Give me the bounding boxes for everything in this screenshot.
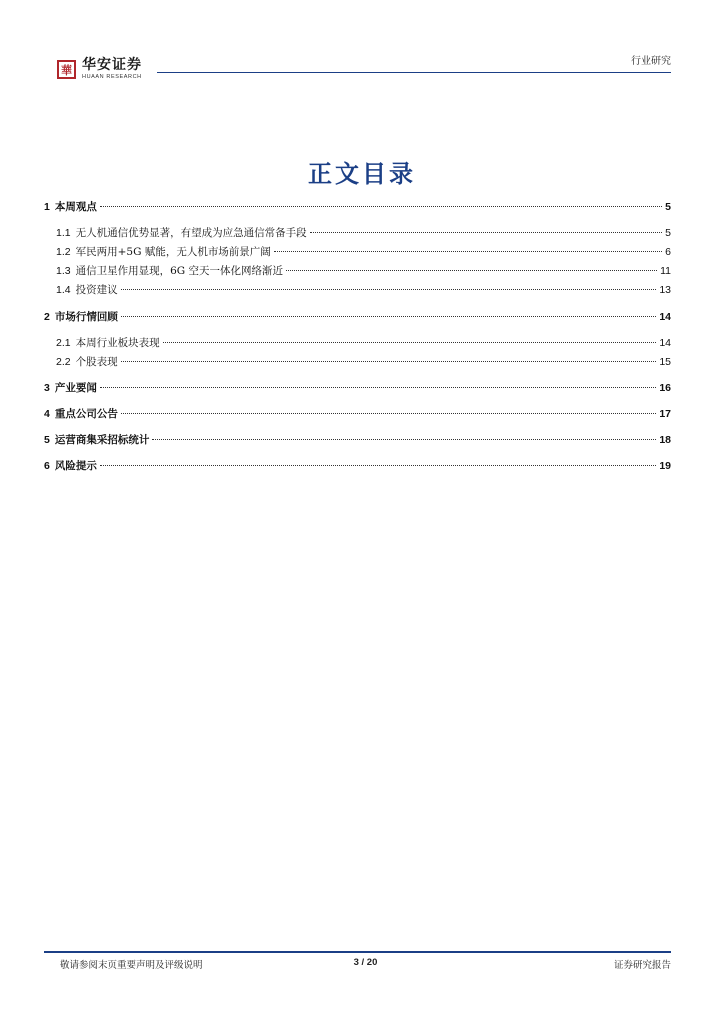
- toc-entry-number: 1.4: [56, 284, 71, 296]
- toc-entry[interactable]: [56, 263, 671, 278]
- toc-entry-number: 1.3: [56, 265, 71, 277]
- toc-leader-dots: [100, 465, 656, 466]
- toc-entry-number: 1.2: [56, 246, 71, 258]
- toc-entry-label: 本周观点: [54, 201, 97, 213]
- toc-entry-number: 2: [44, 311, 50, 323]
- logo-chinese-name: 华安证券: [82, 57, 142, 73]
- toc-entry-label: 投资建议: [75, 284, 118, 296]
- footer-disclaimer: 敬请参阅末页重要声明及评级说明: [60, 960, 203, 971]
- toc-entry-page: 6: [665, 246, 671, 258]
- toc-entry-page: 18: [659, 434, 671, 446]
- toc-leader-dots: [286, 270, 657, 271]
- toc-entry[interactable]: [44, 309, 671, 324]
- toc-entry[interactable]: [44, 406, 671, 421]
- toc-entry[interactable]: [44, 458, 671, 473]
- toc-entry[interactable]: [56, 354, 671, 369]
- toc-entry-page: 16: [659, 382, 671, 394]
- toc-leader-dots: [121, 361, 657, 362]
- toc-entry-page: 19: [659, 460, 671, 472]
- toc-title: 正文目录: [308, 159, 416, 188]
- toc-entry[interactable]: [56, 335, 671, 350]
- toc-entry[interactable]: [44, 199, 671, 214]
- toc-leader-dots: [152, 439, 656, 440]
- toc-leader-dots: [121, 289, 657, 290]
- toc-entry-page: 13: [659, 284, 671, 296]
- toc-leader-dots: [121, 316, 656, 317]
- toc-entry-number: 1.1: [56, 227, 71, 239]
- toc-entry-label: 个股表现: [75, 356, 118, 368]
- page-header: [0, 0, 724, 90]
- toc-entry[interactable]: [56, 225, 671, 240]
- toc-leader-dots: [163, 342, 657, 343]
- toc-entry-number: 5: [44, 434, 50, 446]
- toc-entry[interactable]: [44, 380, 671, 395]
- toc-entry-label: 通信卫星作用显现，6G 空天一体化网络渐近: [75, 265, 284, 277]
- toc-entry-number: 3: [44, 382, 50, 394]
- toc-leader-dots: [100, 387, 656, 388]
- header-divider: [157, 72, 671, 73]
- toc-entry-label: 本周行业板块表现: [75, 337, 160, 349]
- toc-leader-dots: [100, 206, 662, 207]
- toc-entry-label: 无人机通信优势显著，有望成为应急通信常备手段: [75, 227, 307, 239]
- toc-entry-number: 2.2: [56, 356, 71, 368]
- toc-entry-label: 重点公司公告: [54, 408, 118, 420]
- toc-entry-number: 1: [44, 201, 50, 213]
- toc-entry-page: 11: [660, 265, 671, 277]
- toc-entry-page: 14: [659, 311, 671, 323]
- logo-seal-icon: 華: [57, 60, 76, 79]
- section-label: 行业研究: [631, 56, 671, 67]
- toc-leader-dots: [121, 413, 656, 414]
- toc-entry-label: 产业要闻: [54, 382, 97, 394]
- toc-entry-label: 运营商集采招标统计: [54, 434, 150, 446]
- toc-leader-dots: [274, 251, 662, 252]
- toc-entry-number: 2.1: [56, 337, 71, 349]
- footer-divider: [44, 951, 671, 953]
- page-number: 3 / 20: [353, 957, 378, 968]
- report-type: 证券研究报告: [613, 960, 671, 971]
- toc-leader-dots: [310, 232, 663, 233]
- toc-entry-page: 5: [665, 227, 671, 239]
- toc-entry-number: 6: [44, 460, 50, 472]
- toc-entry[interactable]: [56, 282, 671, 297]
- company-logo: [57, 57, 142, 85]
- toc-entry-label: 风险提示: [54, 460, 97, 472]
- toc-entry-page: 17: [659, 408, 671, 420]
- toc-entry-label: 市场行情回顾: [54, 311, 118, 323]
- toc-entry-label: 军民两用+5G 赋能，无人机市场前景广阔: [75, 246, 271, 258]
- toc-entry-page: 15: [659, 356, 671, 368]
- toc-entry[interactable]: [56, 244, 671, 259]
- toc-entry[interactable]: [44, 432, 671, 447]
- toc-entry-page: 14: [659, 337, 671, 349]
- logo-english-name: HUAAN RESEARCH: [82, 74, 142, 80]
- toc-entry-page: 5: [665, 201, 671, 213]
- toc-entry-number: 4: [44, 408, 50, 420]
